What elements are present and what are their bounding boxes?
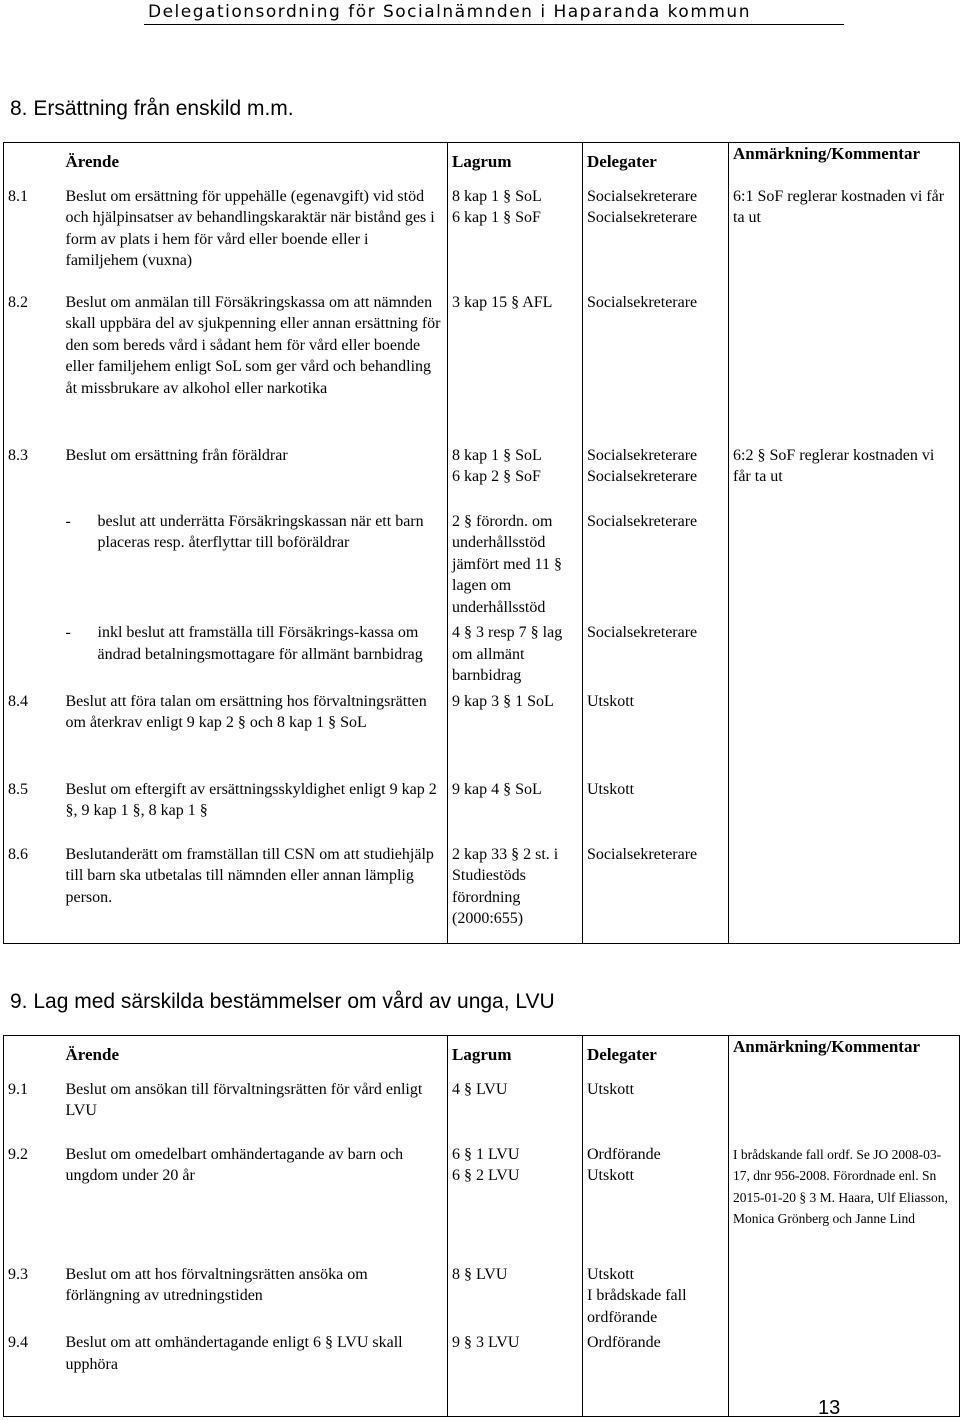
row-number: 9.3 <box>4 1262 62 1331</box>
row-lagrum: 2 kap 33 § 2 st. i Studiestöds förordning (2000:655) <box>448 842 583 944</box>
row-lagrum: 4 § 3 resp 7 § lag om allmänt barnbidrag <box>448 620 583 689</box>
col-header-lagrum: Lagrum <box>452 152 512 171</box>
row-lagrum: 8 kap 1 § SoL 6 kap 2 § SoF <box>448 443 583 509</box>
row-number: 8.5 <box>4 777 62 842</box>
row-number: 8.1 <box>4 184 62 290</box>
row-number <box>4 620 62 689</box>
row-anmarkning <box>729 620 960 689</box>
table-row <box>4 777 960 842</box>
section-9-table <box>3 1035 960 1417</box>
row-number: 8.2 <box>4 290 62 443</box>
row-delegater: Socialsekreterare Socialsekreterare <box>583 443 729 509</box>
table-row <box>4 443 960 509</box>
row-arende: Beslut om att omhändertagande enligt 6 § LVU skall upphöra <box>62 1330 448 1416</box>
table-header-row <box>4 1036 960 1077</box>
row-lagrum: 6 § 1 LVU 6 § 2 LVU <box>448 1142 583 1262</box>
row-lagrum: 4 § LVU <box>448 1077 583 1142</box>
row-number: 9.4 <box>4 1330 62 1416</box>
row-arende: Beslut att föra talan om ersättning hos förvaltningsrätten om återkrav enligt 9 kap 2 § och 8 kap 1 § SoL <box>62 689 448 777</box>
row-arende-dash: - beslut att underrätta Försäkringskassan när ett barn placeras resp. återflyttar till boföräldrar <box>62 509 448 621</box>
col-header-delegater: Delegater <box>587 1045 657 1064</box>
row-arende: Beslut om anmälan till Försäkringskassa om att nämnden skall uppbära del av sjukpenning eller annan ersättning för den som bereds vård i sådant hem för vård eller boende eller familjehem enligt SoL som ger vård och behandling åt missbrukare av alkohol eller narkotika <box>62 290 448 443</box>
table-row <box>4 1330 960 1416</box>
col-header-anmarkning: Anmärkning/Kommentar <box>733 1037 920 1056</box>
row-delegater: Socialsekreterare <box>583 620 729 689</box>
row-anmarkning <box>729 1262 960 1331</box>
row-number: 9.1 <box>4 1077 62 1142</box>
row-arende: Beslut om eftergift av ersättningsskyldighet enligt 9 kap 2 §, 9 kap 1 §, 8 kap 1 § <box>62 777 448 842</box>
row-anmarkning <box>729 290 960 443</box>
section-8-table <box>3 142 960 944</box>
row-delegater: Socialsekreterare Socialsekreterare <box>583 184 729 290</box>
row-anmarkning <box>729 777 960 842</box>
section-8-title: 8. Ersättning från enskild m.m. <box>10 97 294 120</box>
row-arende: Beslut om omedelbart omhändertagande av barn och ungdom under 20 år <box>62 1142 448 1262</box>
row-number: 8.4 <box>4 689 62 777</box>
row-anmarkning: I brådskande fall ordf. Se JO 2008-03-17, dnr 956-2008. Förordnade enl. Sn 2015-01-20 § 3 M. Haara, Ulf Eliasson, Monica Grönberg och Janne Lind <box>729 1142 960 1262</box>
col-header-arende: Ärende <box>65 152 120 171</box>
table-row <box>4 620 960 689</box>
row-lagrum: 8 kap 1 § SoL 6 kap 1 § SoF <box>448 184 583 290</box>
row-arende: Beslut om ersättning för uppehälle (egenavgift) vid stöd och hjälpinsatser av behandlingskaraktär när bistånd ges i form av plats i hem för vård eller boende eller i familjehem (vuxna) <box>62 184 448 290</box>
row-delegater: Socialsekreterare <box>583 842 729 944</box>
row-anmarkning <box>729 842 960 944</box>
row-anmarkning <box>729 1077 960 1142</box>
row-anmarkning <box>729 1330 960 1416</box>
row-anmarkning: 6:1 SoF reglerar kostnaden vi får ta ut <box>729 184 960 290</box>
row-arende: Beslut om ansökan till förvaltningsrätten för vård enligt LVU <box>62 1077 448 1142</box>
row-lagrum: 9 kap 3 § 1 SoL <box>448 689 583 777</box>
table-row <box>4 689 960 777</box>
col-header-arende: Ärende <box>65 1045 120 1064</box>
row-lagrum: 2 § förordn. om underhållsstöd jämfört med 11 § lagen om underhållsstöd <box>448 509 583 621</box>
document-header: Delegationsordning för Socialnämnden i Haparanda kommun <box>148 2 751 22</box>
table-row <box>4 1262 960 1331</box>
row-arende-dash: - inkl beslut att framställa till Försäkrings-kassa om ändrad betalningsmottagare för allmänt barnbidrag <box>62 620 448 689</box>
row-arende: Beslut om att hos förvaltningsrätten ansöka om förlängning av utredningstiden <box>62 1262 448 1331</box>
row-anmarkning <box>729 689 960 777</box>
table-row <box>4 290 960 443</box>
row-anmarkning <box>729 509 960 621</box>
row-number: 9.2 <box>4 1142 62 1262</box>
table-row <box>4 1077 960 1142</box>
page-number: 13 <box>818 1397 841 1419</box>
table-header-row <box>4 143 960 184</box>
row-delegater: Utskott I brådskade fall ordförande <box>583 1262 729 1331</box>
dash-item-text: beslut att underrätta Försäkringskassan när ett barn placeras resp. återflyttar till boföräldrar <box>97 512 424 551</box>
row-lagrum: 3 kap 15 § AFL <box>448 290 583 443</box>
table-row <box>4 509 960 621</box>
col-header-delegater: Delegater <box>587 152 657 171</box>
row-arende: Beslut om ersättning från föräldrar <box>62 443 448 509</box>
table-row <box>4 842 960 944</box>
table-row <box>4 1142 960 1262</box>
row-delegater: Ordförande Utskott <box>583 1142 729 1262</box>
row-number: 8.3 <box>4 443 62 509</box>
dash-item-text: inkl beslut att framställa till Försäkrings-kassa om ändrad betalningsmottagare för allmänt barnbidrag <box>97 624 423 663</box>
row-delegater: Utskott <box>583 1077 729 1142</box>
row-lagrum: 8 § LVU <box>448 1262 583 1331</box>
row-delegater: Ordförande <box>583 1330 729 1416</box>
header-rule <box>144 24 844 25</box>
row-lagrum: 9 kap 4 § SoL <box>448 777 583 842</box>
col-header-lagrum: Lagrum <box>452 1045 512 1064</box>
row-delegater: Utskott <box>583 777 729 842</box>
row-delegater: Socialsekreterare <box>583 290 729 443</box>
row-anmarkning: 6:2 § SoF reglerar kostnaden vi får ta ut <box>729 443 960 509</box>
section-9-title: 9. Lag med särskilda bestämmelser om vård av unga, LVU <box>10 990 555 1013</box>
row-number <box>4 509 62 621</box>
row-delegater: Socialsekreterare <box>583 509 729 621</box>
col-header-anmarkning: Anmärkning/Kommentar <box>733 144 920 163</box>
row-lagrum: 9 § 3 LVU <box>448 1330 583 1416</box>
row-number: 8.6 <box>4 842 62 944</box>
row-arende: Beslutanderätt om framställan till CSN om att studiehjälp till barn ska utbetalas till nämnden eller annan lämplig person. <box>62 842 448 944</box>
row-delegater: Utskott <box>583 689 729 777</box>
table-row <box>4 184 960 290</box>
